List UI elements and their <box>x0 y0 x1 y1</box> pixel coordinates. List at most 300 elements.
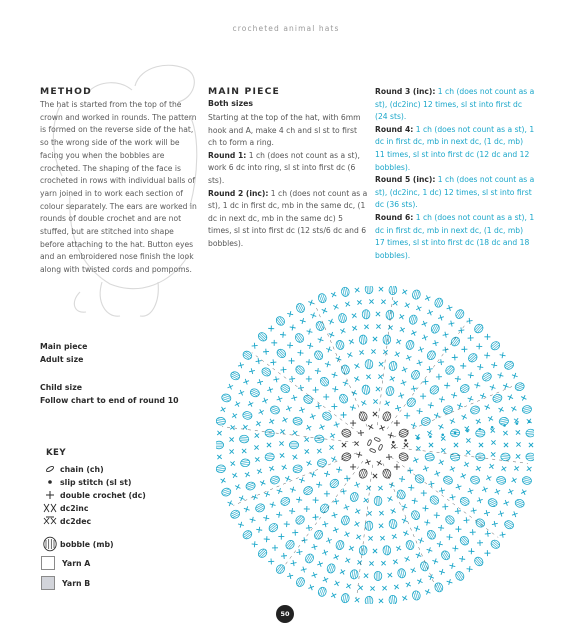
chart-slip-stitch-mark <box>429 435 432 438</box>
chart-dc-mark <box>344 582 352 590</box>
chart-dc-mark <box>487 462 495 470</box>
chart-dc-mark <box>390 532 398 540</box>
chart-dc-mark <box>421 334 429 342</box>
chart-bobble-mark <box>269 405 280 415</box>
chart-bobble-mark <box>430 323 441 335</box>
chart-bobble-mark <box>314 435 324 444</box>
chart-dc-mark <box>362 323 370 331</box>
chart-dc-mark <box>261 397 269 405</box>
chart-bobble-mark <box>292 464 303 474</box>
chart-bobble-mark <box>289 441 298 449</box>
chart-dc-mark <box>287 342 293 348</box>
chart-dc-mark <box>342 379 350 387</box>
chart-dc-mark <box>438 487 445 494</box>
chain-icon <box>44 464 56 474</box>
chart-bobble-mark <box>349 491 359 502</box>
chart-bobble-mark <box>265 453 275 462</box>
chart-dc-mark <box>467 372 474 379</box>
chart-dc-mark <box>242 378 250 386</box>
child-size-title: Child size <box>40 383 83 392</box>
chart-dc-mark <box>297 350 304 357</box>
chart-dc-mark <box>510 405 518 413</box>
key-item-dc2dec <box>40 514 91 528</box>
chart-dc-mark <box>448 320 455 327</box>
chart-spoke-line <box>387 322 467 429</box>
chart-dc-mark <box>327 443 335 451</box>
chart-dc-mark <box>312 514 319 521</box>
chart-dc-mark <box>255 467 263 475</box>
chart-dc-mark <box>499 531 506 538</box>
chart-dc-mark <box>284 521 290 527</box>
chart-dc-mark <box>346 351 354 359</box>
chart-bobble-mark <box>444 364 456 376</box>
chart-dc-mark <box>323 394 329 400</box>
chart-dc-mark <box>446 534 453 541</box>
chart-dc-mark <box>276 395 284 403</box>
chart-dc-mark <box>468 548 474 554</box>
chart-dc-mark <box>353 520 361 528</box>
chart-dc-mark <box>448 465 456 473</box>
chart-dc-mark <box>352 439 360 447</box>
chart-bobble-mark <box>514 381 525 391</box>
chart-bobble-mark <box>459 496 471 507</box>
chart-dc-mark <box>451 392 458 399</box>
chart-dc-mark <box>311 543 318 550</box>
chart-dc-mark <box>520 488 528 496</box>
chart-dc-mark <box>251 342 258 349</box>
chart-bobble-mark <box>317 586 327 597</box>
chart-dc-mark <box>371 472 379 480</box>
chart-bobble-mark <box>473 555 485 567</box>
chart-dc-mark <box>413 525 421 533</box>
chart-bobble-mark <box>374 571 382 580</box>
chart-dc-mark <box>219 405 227 413</box>
chart-dc-mark <box>332 386 339 393</box>
chart-dc-mark <box>497 510 504 517</box>
chart-bobble-mark <box>459 383 471 394</box>
chart-bobble-mark <box>383 335 392 345</box>
chart-bobble-mark <box>350 569 359 579</box>
chart-dc-mark <box>402 441 410 449</box>
chart-bobble-mark <box>316 458 327 468</box>
chart-dc-mark <box>375 459 383 467</box>
chart-dc-mark <box>241 423 249 431</box>
chart-dc-mark <box>254 419 262 427</box>
chart-bobble-mark <box>361 385 370 395</box>
chart-dc-mark <box>268 558 274 564</box>
chart-dc-mark <box>306 376 312 382</box>
chart-bobble-mark <box>328 478 340 490</box>
chart-dc-mark <box>290 560 297 567</box>
chart-dc-mark <box>525 465 533 473</box>
round-text: 1 ch (does not count as a st), 1 dc in first dc, mb in next dc, (1 dc, mb) 11 times, sl st into first dc (12 dc and 12 bobbles). <box>375 124 535 172</box>
chart-bobble-mark <box>411 289 421 300</box>
chart-dc-mark <box>353 375 361 383</box>
chart-dc-mark <box>289 508 296 515</box>
chart-dc-mark <box>234 483 242 491</box>
chart-dc-mark <box>231 471 239 479</box>
chart-bobble-mark <box>279 496 291 507</box>
chart-dc-mark <box>256 526 263 533</box>
chart-dc-mark <box>476 343 482 349</box>
chart-dc-mark <box>271 340 277 346</box>
chart-dc-mark <box>452 441 460 449</box>
chart-dc-mark <box>292 529 298 535</box>
chart-bobble-mark <box>424 452 435 461</box>
chart-dc-mark <box>313 497 319 503</box>
chart-bobble-mark <box>444 514 456 526</box>
chart-dc-mark <box>377 522 385 530</box>
chart-dc-mark <box>491 520 498 527</box>
chart-bobble-mark <box>389 286 398 295</box>
chart-dc-mark <box>269 501 276 508</box>
chart-dc-mark <box>237 389 245 397</box>
chart-dc-mark <box>427 402 434 409</box>
chart-dc-mark <box>394 464 400 470</box>
chart-dc-mark <box>501 429 509 437</box>
chart-dc-mark <box>379 559 387 567</box>
running-head: crocheted animal hats <box>232 24 340 33</box>
chart-bobble-mark <box>522 476 533 485</box>
chart-bobble-mark <box>501 453 511 461</box>
chart-dc-mark <box>360 399 368 407</box>
chart-dc-mark <box>449 562 456 569</box>
chart-dc-mark <box>251 493 259 501</box>
chart-dc-mark <box>432 558 440 566</box>
chart-dc-mark <box>416 359 423 366</box>
chart-dc-mark <box>497 372 504 379</box>
chart-dc-mark <box>476 497 484 505</box>
chart-bobble-mark <box>295 302 306 314</box>
chart-dc-mark <box>387 432 394 439</box>
chart-bobble-mark <box>386 310 395 320</box>
round-4 <box>375 124 535 174</box>
chart-dc-mark <box>389 507 397 515</box>
chart-dc-mark <box>379 298 387 306</box>
chart-dc-mark <box>446 578 453 585</box>
chart-dc-mark <box>377 597 385 604</box>
chart-dc-mark <box>459 556 466 563</box>
chart-dc-mark <box>386 571 394 579</box>
chart-bobble-mark <box>221 393 232 403</box>
key-label: bobble (mb) <box>60 539 114 549</box>
chart-dc-mark <box>442 504 448 510</box>
chart-slip-stitch-mark <box>516 422 519 425</box>
round-label: Round 6: <box>375 212 414 222</box>
chart-dc-mark <box>437 458 445 466</box>
chart-bobble-mark <box>440 549 451 561</box>
chart-dc-mark <box>251 541 258 548</box>
chart-dc-mark <box>484 334 490 340</box>
both-sizes-subheading: Both sizes <box>208 99 254 108</box>
chart-bobble-mark <box>365 596 373 604</box>
chart-bobble-mark <box>321 411 333 422</box>
chart-bobble-mark <box>359 335 368 345</box>
chart-dc-mark <box>489 450 497 458</box>
slip-stitch-icon <box>45 477 55 487</box>
round-2 <box>208 188 368 251</box>
chart-slip-stitch-mark <box>404 439 407 442</box>
chart-dc-mark <box>400 379 408 387</box>
chart-dc-mark <box>305 459 313 467</box>
chart-dc-mark <box>489 438 497 446</box>
chart-dc-mark <box>316 481 323 488</box>
chart-dc-mark <box>316 560 324 568</box>
chart-bobble-mark <box>514 498 525 508</box>
chart-dc-mark <box>350 324 358 332</box>
chart-dc-mark <box>315 403 322 410</box>
chart-dc-mark <box>281 416 289 424</box>
chart-dc-mark <box>338 568 346 576</box>
child-size-label <box>40 381 179 407</box>
chart-dc-mark <box>499 352 506 359</box>
chart-dc-mark <box>276 511 283 518</box>
chart-bobble-mark <box>469 475 480 485</box>
chart-bobble-mark <box>313 349 324 361</box>
chart-dc-mark <box>340 441 348 449</box>
chart-dc-mark <box>442 346 449 353</box>
chart-dc-mark <box>353 362 361 370</box>
chart-chain-mark <box>367 439 372 446</box>
chart-bobble-mark <box>265 429 275 438</box>
chart-dc-mark <box>403 555 411 563</box>
chart-spoke-line <box>222 427 355 443</box>
chart-bobble-mark <box>492 393 503 403</box>
chart-dc-mark <box>414 444 422 452</box>
chart-dc-mark <box>377 360 385 368</box>
chart-dc-mark <box>317 336 325 344</box>
chart-dc-mark <box>467 335 473 341</box>
chart-bobble-mark <box>389 595 398 604</box>
chart-dc-mark <box>426 366 433 373</box>
chart-dc-mark <box>420 393 426 399</box>
key-item-double-crochet <box>40 488 146 502</box>
chart-dc-mark <box>433 412 441 420</box>
chart-dc-mark <box>357 348 365 356</box>
chart-dc-mark <box>467 487 475 495</box>
chart-dc-mark <box>309 471 317 479</box>
chart-bobble-mark <box>489 340 501 352</box>
chart-dc-mark <box>330 290 338 298</box>
chart-dc-mark <box>438 568 446 576</box>
chart-bobble-mark <box>249 387 260 398</box>
chart-dc-mark <box>477 441 485 449</box>
chart-dc-mark <box>343 530 351 538</box>
chart-bobble-mark <box>442 404 454 415</box>
chart-dc-mark <box>466 566 473 573</box>
chart-dc-mark <box>402 529 410 537</box>
chart-dc-mark <box>347 544 355 552</box>
chart-dc-mark <box>315 447 323 455</box>
chart-dc-mark <box>378 534 386 542</box>
chart-dc-mark <box>514 428 522 436</box>
chart-dc-mark <box>474 464 482 472</box>
chart-bobble-mark <box>426 349 437 361</box>
chart-dc-mark <box>433 470 441 478</box>
chart-slip-stitch-mark <box>528 420 531 423</box>
chart-dc-mark <box>353 481 361 489</box>
chart-dc-mark <box>266 386 274 394</box>
chart-dc-mark <box>300 566 307 573</box>
page-number: 50 <box>276 605 294 623</box>
chart-bobble-mark <box>302 485 314 496</box>
chart-dc-mark <box>276 487 284 495</box>
chart-bobble-mark <box>279 383 291 394</box>
chart-dc-mark <box>324 361 331 368</box>
chart-dc-mark <box>520 394 528 402</box>
chart-dc-mark <box>299 317 306 324</box>
chart-dc-mark <box>307 583 315 591</box>
chart-dc-mark <box>497 406 505 414</box>
chart-slip-stitch-mark <box>491 426 494 429</box>
chart-bobble-mark <box>365 521 373 531</box>
chart-dc-mark <box>507 488 515 496</box>
chart-dc-mark <box>307 342 314 349</box>
chart-dc-mark <box>426 546 434 554</box>
chart-chain-mark <box>374 437 381 442</box>
main-piece-heading: MAIN PIECE <box>208 86 281 97</box>
chart-dc-mark <box>322 576 330 584</box>
chart-dc-mark <box>422 465 430 473</box>
chart-dc-mark <box>371 335 379 343</box>
chart-dc-mark <box>452 354 458 360</box>
key-item-dc2inc <box>40 501 88 515</box>
chart-dc-mark <box>237 362 244 369</box>
chart-bobble-mark <box>319 376 331 388</box>
chart-dc-mark <box>273 376 280 383</box>
chart-bobble-mark <box>257 331 269 343</box>
chart-bobble-mark <box>442 475 454 486</box>
chart-bobble-mark <box>216 464 226 473</box>
chart-bobble-mark <box>338 393 349 405</box>
chart-bobble-mark <box>313 529 324 541</box>
chart-bobble-mark <box>481 371 493 382</box>
chart-dc-mark <box>491 362 498 369</box>
chart-dc-mark <box>397 392 404 399</box>
chart-bobble-mark <box>260 366 272 377</box>
chart-dc-mark <box>331 403 337 409</box>
chart-dc-mark <box>252 443 260 451</box>
chart-dc-mark <box>340 488 347 495</box>
key-item-yarn-b <box>40 576 90 590</box>
chart-dc-mark <box>321 549 329 557</box>
chart-dc-mark <box>272 545 278 551</box>
chart-dc-mark <box>404 413 410 419</box>
chart-dc-mark <box>277 439 285 447</box>
chart-dc-mark <box>437 423 445 431</box>
chart-bobble-mark <box>405 396 417 408</box>
chart-bobble-mark <box>340 364 350 375</box>
chart-bobble-mark <box>338 313 348 324</box>
key-label: Yarn A <box>62 558 91 568</box>
chart-dc-mark <box>253 455 261 463</box>
chart-dc-mark <box>331 371 338 378</box>
chart-dc-mark <box>247 400 255 408</box>
chart-dc-mark <box>321 307 329 315</box>
chart-dc-mark <box>467 395 475 403</box>
chart-dc-mark <box>401 288 409 296</box>
chart-bobble-mark <box>408 314 418 325</box>
chart-dc-mark <box>325 346 333 354</box>
chart-bobble-mark <box>245 481 256 491</box>
chart-dc-mark <box>455 483 463 491</box>
chart-dc-mark <box>306 328 313 335</box>
chart-bobble-mark <box>388 361 397 372</box>
chart-bobble-mark <box>341 287 350 297</box>
key-label: chain (ch) <box>60 464 104 474</box>
bobble-icon <box>42 536 58 552</box>
chart-bobble-mark <box>454 570 465 582</box>
chart-bobble-mark <box>241 349 253 361</box>
key-item-bobble <box>40 535 114 553</box>
chart-bobble-mark <box>269 475 280 485</box>
chart-dc-mark <box>362 496 370 504</box>
chart-dc-mark <box>324 491 330 497</box>
chart-dc-mark <box>287 310 294 317</box>
chart-dc-mark <box>383 399 391 407</box>
chart-dc-mark <box>464 448 472 456</box>
chart-dc-mark <box>331 511 338 518</box>
chart-dc-mark <box>248 367 255 374</box>
chart-dc-mark <box>364 373 372 381</box>
chart-dc-mark <box>240 447 248 455</box>
chart-bobble-mark <box>467 352 479 364</box>
chart-dc-mark <box>512 464 520 472</box>
chart-dc-mark <box>364 484 372 492</box>
chart-dc-mark <box>427 573 435 581</box>
method-body: The hat is started from the top of the crown and worked in rounds. The pattern is formed on the reverse side of the hat, so the wrong side of the work will be facing you when the bobbles are crocheted. The shaping of the face is crocheted in rows with individual balls of yarn joined in to work each section of colour separately. The ears are worked in rounds of double crochet and are not stuffed, but are stitched into shape before attaching to the hat. Button eyes and an embroidered nose finish the look along with twisted cords and pompoms. <box>40 100 197 275</box>
child-size-note: Follow chart to end of round 10 <box>40 396 179 405</box>
chart-bobble-mark <box>487 497 499 508</box>
chart-dc-mark <box>484 550 490 556</box>
chart-dc-mark <box>344 556 352 564</box>
chart-dc-mark <box>350 389 358 397</box>
key-label: double crochet (dc) <box>60 490 146 500</box>
chart-bobble-mark <box>302 394 314 405</box>
chart-dc-mark <box>268 417 276 425</box>
chart-dc-mark <box>350 420 356 426</box>
chart-bobble-mark <box>410 369 421 381</box>
chart-dc-mark <box>284 475 292 483</box>
chart-dc-mark <box>339 327 347 335</box>
chart-dc-mark <box>417 537 425 545</box>
chart-dc-mark <box>304 506 310 512</box>
chart-dc-mark <box>416 577 424 585</box>
chart-dc-mark <box>511 510 519 518</box>
chart-bobble-mark <box>362 309 370 319</box>
chart-dc-mark <box>278 427 286 435</box>
chart-dc-mark <box>485 474 493 482</box>
key-label: slip stitch (sl st) <box>60 477 132 487</box>
chart-dc-mark <box>270 359 277 366</box>
chart-dc-mark <box>332 303 340 311</box>
chart-dc-mark <box>415 304 423 312</box>
chart-bobble-mark <box>229 509 241 520</box>
chart-dc-mark <box>307 299 315 307</box>
chart-dc-mark <box>421 320 429 328</box>
method-heading: METHOD <box>40 86 93 97</box>
chart-dc-mark <box>322 521 329 528</box>
chart-dc-mark <box>444 382 451 389</box>
chart-dc-mark <box>333 421 340 428</box>
round-3 <box>375 86 535 124</box>
chart-dc-mark <box>474 417 482 425</box>
chart-bobble-mark <box>294 514 306 526</box>
chart-dc-mark <box>393 350 401 358</box>
chart-bobble-mark <box>426 529 437 541</box>
chart-dc-mark <box>263 348 269 354</box>
chart-dc-mark <box>381 348 389 356</box>
